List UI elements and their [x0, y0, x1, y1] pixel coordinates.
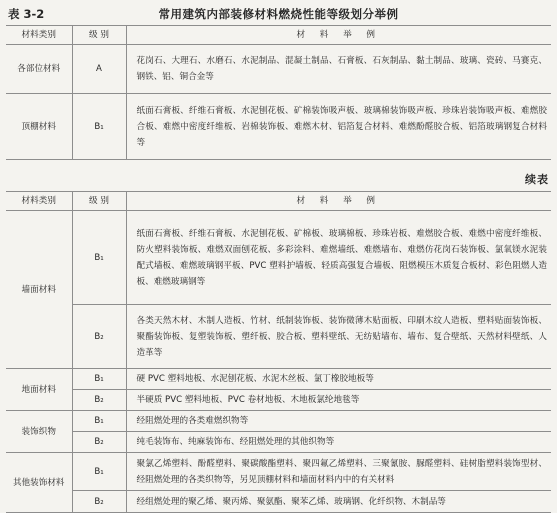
examples-cell: 经阻燃处理的各类难燃织物等 — [126, 411, 551, 432]
level-cell: B₁ — [72, 211, 126, 305]
level-cell: B₁ — [72, 369, 126, 390]
category-cell: 地面材料 — [6, 369, 72, 411]
table-row — [6, 211, 551, 305]
level-cell: B₁ — [72, 411, 126, 432]
table-row — [6, 491, 551, 513]
level-cell: B₁ — [72, 94, 126, 160]
examples-cell: 纸面石膏板、纤维石膏板、水泥刨花板、矿棉装饰吸声板、玻璃棉装饰吸声板、珍珠岩装饰吸声板、难燃胶合板、难燃中密度纤维板、岩棉装饰板、难燃木材、铝箔复合材料、难燃酚醛胶合板、铝箔玻璃钢复合材料等 — [126, 94, 551, 160]
table-row — [6, 411, 551, 432]
examples-cell: 纯毛装饰布、纯麻装饰布、经阻燃处理的其他织物等 — [126, 432, 551, 453]
header-examples: 材 料 举 例 — [126, 26, 551, 45]
table-row — [6, 305, 551, 369]
level-cell: B₂ — [72, 305, 126, 369]
table-title: 常用建筑内部装修材料燃烧性能等级划分举例 — [158, 7, 399, 21]
examples-cell: 半硬质 PVC 塑料地板、PVC 卷材地板、木地板氯纶地毯等 — [126, 390, 551, 411]
table-row — [6, 453, 551, 491]
category-cell: 各部位材料 — [6, 45, 72, 94]
header-row — [6, 26, 551, 45]
header-category: 材料类别 — [6, 192, 72, 211]
header-row — [6, 192, 551, 211]
examples-cell: 各类天然木材、木制人造板、竹材、纸制装饰板、装饰微薄木贴面板、印刷木纹人造板、塑料贴面装饰板、聚酯装饰板、复塑装饰板、塑纤板、胶合板、塑料壁纸、无纺贴墙布、墙布、复合壁纸、天然材料壁纸、人造革等 — [126, 305, 551, 369]
level-cell: B₁ — [72, 453, 126, 491]
fire-rating-table-part2 — [6, 191, 551, 513]
header-level: 级 别 — [72, 192, 126, 211]
table-row — [6, 390, 551, 411]
table-number: 表 3-2 — [8, 7, 45, 21]
examples-cell: 硬 PVC 塑料地板、水泥刨花板、水泥木丝板、氯丁橡胶地板等 — [126, 369, 551, 390]
table-caption — [6, 4, 551, 22]
level-cell: B₂ — [72, 491, 126, 513]
level-cell: B₂ — [72, 432, 126, 453]
header-examples: 材 料 举 例 — [126, 192, 551, 211]
continued-label: 续表 — [525, 173, 549, 186]
category-cell: 其他装饰材料 — [6, 453, 72, 513]
header-level: 级 别 — [72, 26, 126, 45]
examples-cell: 纸面石膏板、纤维石膏板、水泥刨花板、矿棉板、玻璃棉板、珍珠岩板、难燃胶合板、难燃中密度纤维板、防火塑料装饰板、难燃双面刨花板、多彩涂料、难燃墙纸、难燃墙布、难燃仿花岗石装饰板、氯氧镁水泥装配式墙板、难燃玻璃钢平板、PVC 塑料护墙板、轻质高强复合墙板、阻燃模压木质复合板材、彩色阻燃人造板、难燃玻璃钢等 — [126, 211, 551, 305]
category-cell: 墙面材料 — [6, 211, 72, 369]
table-row — [6, 45, 551, 94]
category-cell: 装饰织物 — [6, 411, 72, 453]
examples-cell: 经组燃处理的聚乙烯、聚丙烯、聚氨酯、聚苯乙烯、玻璃钢、化纤织物、木制品等 — [126, 491, 551, 513]
category-cell: 顶棚材料 — [6, 94, 72, 160]
examples-cell: 花岗石、大理石、水磨石、水泥制品、混凝土制品、石膏板、石灰制品、黏土制品、玻璃、瓷砖、马赛克、钢铁、铝、铜合金等 — [126, 45, 551, 94]
level-cell: B₂ — [72, 390, 126, 411]
header-category: 材料类别 — [6, 26, 72, 45]
table-row — [6, 432, 551, 453]
examples-cell: 聚氯乙烯塑料、酚醛塑料、聚碳酸酯塑料、聚四氟乙烯塑料、三聚氰胺、脲醛塑料、硅树脂塑料装饰型材、经阻燃处理的各类织物等，另见顶棚材料和墙面材料内中的有关材料 — [126, 453, 551, 491]
fire-rating-table-part1 — [6, 25, 551, 160]
table-row — [6, 369, 551, 390]
table-row — [6, 94, 551, 160]
level-cell: A — [72, 45, 126, 94]
